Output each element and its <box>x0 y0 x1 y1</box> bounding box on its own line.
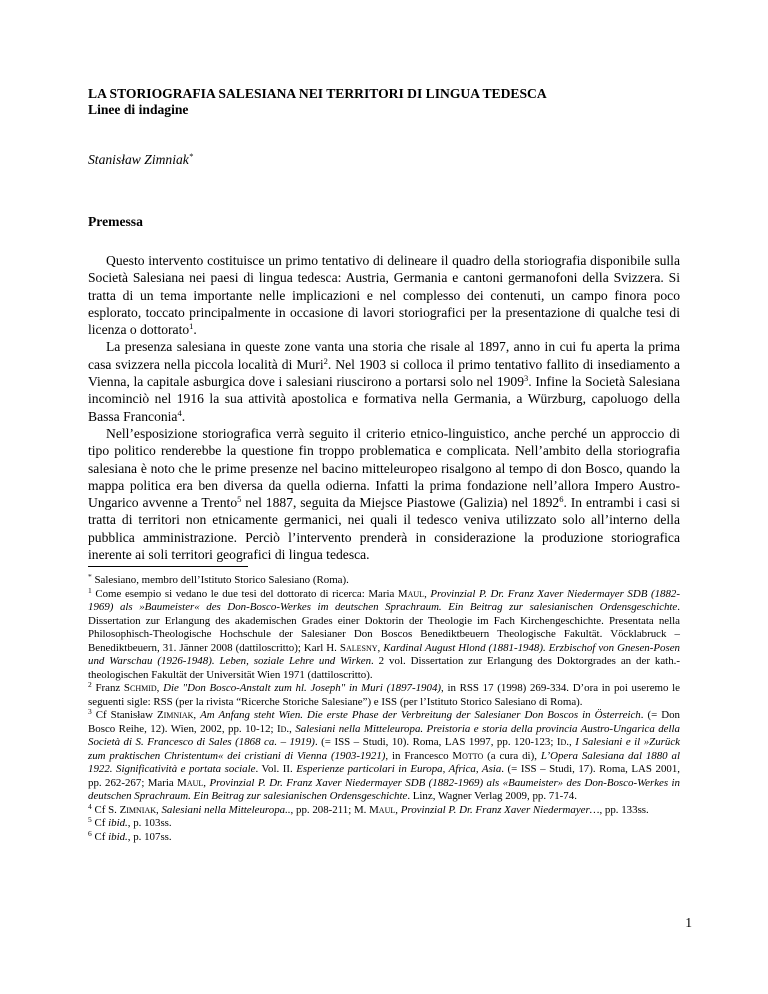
small-caps-run: aul <box>407 587 425 600</box>
italic-run: ibid. <box>108 817 128 829</box>
small-caps-run: chmid <box>130 682 157 694</box>
italic-run: ibid. <box>108 830 128 843</box>
text-run: , pp. 133ss. <box>599 803 649 816</box>
italic-run: Salesiani nella Mitteleuropa.. <box>161 803 291 816</box>
italic-run: I Salesiani e il »Zurück zum praktischen Christentum« dei cristiani di Vienna (1903-1921) <box>88 736 681 762</box>
italic-run: Die "Don Bosco-Anstalt zum hl. Joseph" in Muri (1897-1904) <box>163 682 442 694</box>
footnote-ref: 6 <box>559 494 564 505</box>
text-run: . (= Don Bosco Reihe, 12). Wien, 2002, pp. 10-12; I <box>88 709 680 735</box>
footnote <box>88 682 680 709</box>
text-run: . Nel 1903 si colloca il primo tentativo fallito di insediamento a Vienna, la capitale asburgica dove i salesiani riuscirono a portarsi solo nel 1909 <box>88 356 680 390</box>
paragraph <box>88 252 680 338</box>
text-run: Cf <box>91 830 109 843</box>
text-run: Nell’esposizione storiografica verrà seguito il criterio etnico-linguistico, anche perché un approccio di tipo politico renderebbe la questione fin troppo problematica e complicata. Nell’ambito della storiografia salesiana è noto che le prime presenze nel bacino mitteleuropeo risalgono al tempo di don Bosco, quando la mappa politica era ben diversa da quella odierna. Infatti la prima fondazione nell’allora Impero Austro-Ungarico avvenne a Trento <box>88 425 680 511</box>
text-run: Come esempio si vedano le due tesi del dottorato di ricerca: Maria M <box>91 587 408 600</box>
small-caps-run: aul <box>186 776 204 789</box>
author-footnote-mark: * <box>188 151 194 161</box>
text-run: ., <box>566 736 576 748</box>
footnote-ref: 1 <box>189 321 194 332</box>
small-caps-run: imniak <box>126 803 157 816</box>
text-run: , p. 107ss. <box>127 830 172 843</box>
small-caps-run: alesny <box>345 641 378 654</box>
text-run: . (= ISS – Studi, 17). Roma, LAS 2001, pp. 262-267; Maria M <box>88 763 681 789</box>
text-run: (a cura di), <box>483 749 541 762</box>
text-run: Cf <box>91 817 109 829</box>
footnote-ref: 2 <box>323 355 328 366</box>
author-line <box>88 152 193 168</box>
footnote <box>88 585 680 683</box>
text-run: , <box>395 803 401 816</box>
text-run: Salesiano, membro dell’Istituto Storico Salesiano (Roma). <box>91 574 349 586</box>
title-block <box>88 86 688 118</box>
text-run: , <box>203 776 210 789</box>
body-text <box>88 252 680 563</box>
text-run: . <box>193 322 197 338</box>
text-run: , in Francesco M <box>385 749 463 762</box>
author-name: Stanisław Zimniak <box>88 152 189 167</box>
text-run: , <box>156 803 162 816</box>
italic-run: Provinzial P. Dr. Franz Xaver Niedermayer SDB (1882-1969) als »Baumeister« des Don-Bosco-Werkes im deutschen Sprachraum. Ein Beitrag zur salesianischen Ordensgeschichte <box>88 587 680 613</box>
page-number: 1 <box>685 915 692 930</box>
text-run: La presenza salesiana in queste zone vanta una storia che risale al 1897, anno in cui fu aperta la prima casa svizzera nella piccola località di Muri <box>88 339 680 372</box>
footnote <box>88 709 680 804</box>
italic-run: Esperienze particolari in Europa, Africa, Asia <box>296 763 502 775</box>
small-caps-run: d <box>560 736 567 748</box>
footnotes <box>88 574 680 844</box>
paragraph <box>88 425 680 563</box>
text-run: ., <box>286 722 296 735</box>
text-run: , <box>424 587 431 600</box>
footnote-ref: 5 <box>88 815 92 824</box>
italic-run: Salesiani nella Mitteleuropa. Preistoria e storia della provincia Austro-Ungarica della Società di S. Francesco di Sales (1868 ca. – 1919) <box>88 722 680 748</box>
text-run: Cf S. Z <box>91 803 127 816</box>
text-run: . <box>181 408 186 424</box>
footnote <box>88 801 680 818</box>
italic-run: Provinzial P. Dr. Franz Xaver Niedermayer SDB (1882-1969) als «Baumeister» des Don-Bosco-Werkes in deutschen Sprachraum. Ein Beitrag zur salesianischen Ordensgeschichte <box>88 776 680 802</box>
italic-run: Kardinal August Hlond (1881-1948). Erzbischof von Gnesen-Posen und Warschau (1926-1948). Leben, soziale Lehre und Wirken <box>88 641 680 667</box>
paper-title: LA STORIOGRAFIA SALESIANA NEI TERRITORI DI LINGUA TEDESCA <box>88 86 547 101</box>
italic-run: L’Opera Salesiana dal 1880 al 1922. Significatività e portata sociale <box>88 749 680 775</box>
footnote <box>88 817 680 831</box>
paper-subtitle: Linee di indagine <box>88 102 189 117</box>
small-caps-run: otto <box>462 749 484 762</box>
footnote <box>88 574 680 588</box>
text-run: . Vol. II. <box>255 763 297 775</box>
text-run: , <box>377 641 384 654</box>
footnote-ref: 3 <box>88 707 92 716</box>
text-run: . In entrambi i casi si tratta di territori non etnicamente germanici, nei quali il tedesco veniva utilizzato solo all’interno della pubblica amministrazione. Perciò l’intervento prenderà in considerazione la produzione storiografica inerente ai soli territori geografici di lingua tedesca. <box>88 495 681 563</box>
small-caps-run: aul <box>378 803 396 816</box>
footnote-ref: 4 <box>88 801 92 811</box>
section-heading: Premessa <box>88 214 143 229</box>
footnote-ref: 5 <box>237 494 242 505</box>
text-run: . Dissertation zur Erlangung des akademischen Grades einer Doktorin der Theologie im Fach Kirchengeschichte. Presentata nella Philosophisch-Theologische Hochschule der Salesianer Don Boscos Benediktbeuern Theologische Fakultät. Vöcklabruck – Benediktbeuern, 31. Jänner 2008 (dattiloscritto); Karl H. S <box>88 601 680 654</box>
footnote-ref: 4 <box>177 407 182 418</box>
text-run: . 2 vol. Dissertation zur Erlangung des Doktorgrades an der kath.-theologischen Fakultät der Universität Wien 1971 (dattiloscritto). <box>88 655 680 681</box>
footnote-ref: * <box>88 572 92 581</box>
paragraph <box>88 338 680 424</box>
footnote-ref: 2 <box>88 680 92 689</box>
text-run: . Infine la Società Salesiana incominciò nel 1916 la sua attività apostolica e formativa nella Germania, a Würzburg, capoluogo della Bassa Franconia <box>88 374 681 424</box>
italic-run: Provinzial P. Dr. Franz Xaver Niedermayer… <box>400 803 600 816</box>
text-run: , in RSS 17 (1998) 269-334. D’ora in poi useremo le seguenti sigle: RSS (per la rivista “Ricerche Storiche Salesiane”) e ISS (per l’Istituto Storico Salesiano di Roma). <box>88 682 680 708</box>
text-run: . (= ISS – Studi, 10). Roma, LAS 1997, pp. 120-123; I <box>314 736 561 748</box>
text-run: , <box>193 709 201 721</box>
text-run: Franz S <box>91 682 130 694</box>
text-run: . Linz, Wagner Verlag 2009, pp. 71-74. <box>407 790 577 802</box>
text-run: , <box>156 682 164 694</box>
text-run: , pp. 208-211; M. M <box>290 803 379 816</box>
text-run: Cf Stanisław Z <box>91 709 164 721</box>
footnote-ref: 1 <box>88 585 92 595</box>
footnote <box>88 828 680 845</box>
small-caps-run: imniak <box>163 709 194 721</box>
footnote-ref: 3 <box>524 373 529 384</box>
italic-run: Am Anfang steht Wien. Die erste Phase der Verbreitung der Salesianer Don Boscos in Österreich <box>200 709 641 721</box>
footnote-ref: 6 <box>88 828 92 838</box>
text-run: , p. 103ss. <box>127 817 172 829</box>
footnote-separator <box>88 566 248 567</box>
small-caps-run: d <box>280 722 287 735</box>
text-run: Questo intervento costituisce un primo tentativo di delineare il quadro della storiografia disponibile sulla Società Salesiana nei paesi di lingua tedesca: Austria, Germania e cantoni germanofoni della Svizzera. Si tratta di un tema importante nelle implicazioni e nel complesso dei contenuti, un campo finora poco esplorato, toccato principalmente in occasione di lavori storiografici per la presentazione di qualche tesi di licenza o dottorato <box>88 253 680 338</box>
text-run: nel 1887, seguita da Miejsce Piastowe (Galizia) nel 1892 <box>241 495 560 511</box>
